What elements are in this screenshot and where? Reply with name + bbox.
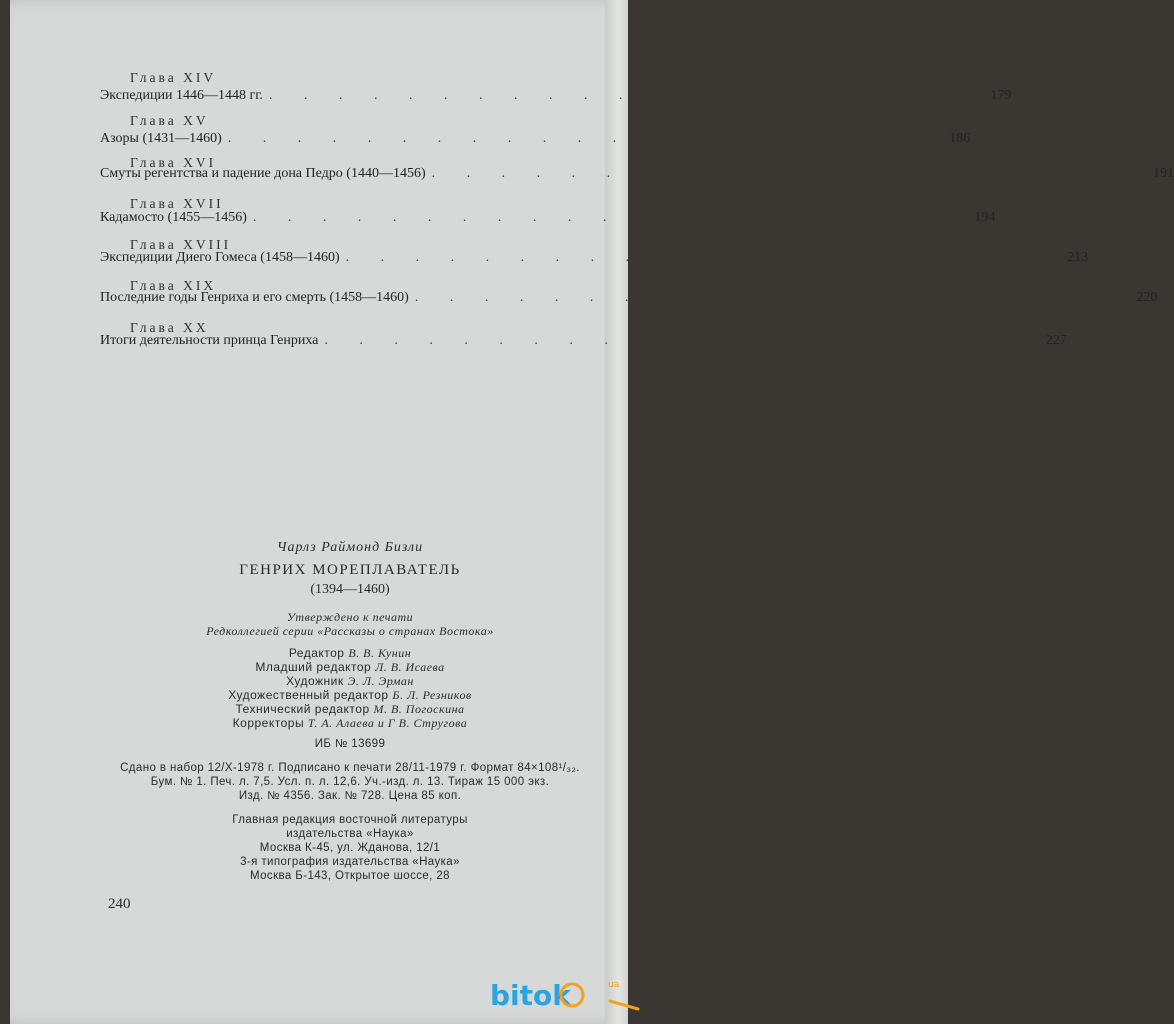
toc-leader-dots: . . . . . . . . . . . . . . . . . . . . . (431, 166, 1150, 181)
toc-chapter-label: Глава XIX (130, 278, 217, 293)
toc-entry-title: Экспедиции 1446—1448 гг. (100, 88, 263, 103)
book-title: ГЕНРИХ МОРЕПЛАВАТЕЛЬ (239, 562, 461, 578)
credit-role: Редактор (288, 646, 345, 660)
logo-suffix: ua (608, 980, 620, 990)
publisher-address: Москва К-45, ул. Жданова, 12/1 (259, 842, 441, 854)
toc-entry-title: Экспедиции Диего Гомеса (1458—1460) (100, 250, 340, 265)
toc-entry-page: 220 (1136, 290, 1158, 305)
credit-line (100, 688, 600, 703)
credit-role: Корректоры (232, 716, 305, 730)
toc-entry-title: Кадамосто (1455—1456) (100, 210, 247, 225)
toc-chapter-label: Глава XX (130, 320, 209, 335)
page-edge (605, 0, 628, 1024)
toc-entry-page: 194 (974, 210, 996, 225)
print-details-2: Бум. № 1. Печ. л. 7,5. Усл. п. л. 12,6. Уч.-изд. л. 13. Тираж 15 000 экз. (150, 776, 550, 788)
credit-line (100, 646, 600, 661)
toc-leader-dots: . . . . . . . . . . . . . . . . . . . . . (268, 88, 987, 103)
credit-name: Э. Л. Эрман (347, 674, 414, 688)
book-years: (1394—1460) (310, 582, 390, 597)
approval-line: Утверждено к печати (286, 610, 414, 624)
credit-name: Л. В. Исаева (375, 660, 445, 674)
toc-entry (100, 333, 1067, 353)
toc-chapter-label: Глава XV (130, 113, 209, 128)
toc-chapter-label: Глава XVIII (130, 237, 232, 252)
bitok-logo (490, 975, 640, 1015)
print-details-3: Изд. № 4356. Зак. № 728. Цена 85 коп. (238, 790, 462, 802)
toc-chapter-label: Глава XIV (130, 70, 217, 85)
toc-entry (100, 250, 1089, 270)
toc-entry-title: Азоры (1431—1460) (100, 131, 222, 146)
credit-line (100, 716, 600, 731)
page-number: 240 (108, 896, 131, 912)
toc-entry-page: 213 (1067, 250, 1089, 265)
toc-entry-title: Итоги деятельности принца Генриха (100, 333, 319, 348)
toc-entry (100, 131, 971, 151)
credit-role: Младший редактор (255, 660, 372, 674)
book-page (10, 0, 1174, 1024)
credit-role: Художественный редактор (228, 688, 389, 702)
logo-swoosh-icon (610, 1001, 638, 1009)
credit-name: Т. А. Алаева и Г В. Стругова (307, 716, 468, 730)
credit-name: Б. Л. Резников (392, 688, 472, 702)
toc-leader-dots: . . . . . . . . . . . . . . . . . . . . . (345, 250, 1064, 265)
publisher-line-1: Главная редакция восточной литературы (232, 814, 468, 826)
toc-entry-page: 191 (1153, 166, 1174, 181)
toc-leader-dots: . . . . . . . . . . . . . . . . . . . . . (252, 210, 971, 225)
toc-entry (100, 88, 1012, 108)
logo-text: bitok (490, 979, 571, 1012)
print-details-1: Сдано в набор 12/X-1978 г. Подписано к печати 28/11-1979 г. Формат 84×108¹/₃₂. (120, 762, 580, 774)
toc-leader-dots: . . . . . . . . . . . . . . . . . . . . . (227, 131, 946, 146)
toc-entry-title: Последние годы Генриха и его смерть (1458—1460) (100, 290, 409, 305)
printer-address: Москва Б-143, Открытое шоссе, 28 (250, 870, 450, 882)
toc-entry (100, 210, 996, 230)
credit-role: Технический редактор (235, 702, 370, 716)
toc-chapter-label: Глава XVII (130, 196, 224, 211)
toc-leader-dots: . . . . . . . . . . . . . . . . . . . . . (324, 333, 1042, 348)
credit-name: В. В. Кунин (348, 646, 412, 660)
approval-series: Редколлегией серии «Рассказы о странах Востока» (206, 624, 494, 638)
credit-role: Художник (286, 674, 344, 688)
credit-line (100, 660, 600, 675)
toc-leader-dots: . . . . . . . . . . . . . . . . . . . . . (414, 290, 1133, 305)
credit-line (100, 702, 600, 717)
publisher-line-2: издательства «Наука» (286, 828, 414, 840)
toc-entry-page: 179 (990, 88, 1012, 103)
toc-entry-title: Смуты регентства и падение дона Педро (1440—1456) (100, 166, 426, 181)
author-name: Чарлз Раймонд Бизли (276, 540, 424, 555)
credit-line (100, 674, 600, 689)
toc-chapter-label: Глава XVI (130, 155, 217, 170)
credit-name: М. В. Погоскина (373, 702, 465, 716)
toc-entry-page: 186 (949, 131, 971, 146)
toc-entry (100, 290, 1158, 310)
printer-line-1: 3-я типография издательства «Наука» (240, 856, 460, 868)
toc-entry-page: 227 (1045, 333, 1067, 348)
toc-entry (100, 166, 1174, 186)
ib-number: ИБ № 13699 (314, 738, 386, 750)
